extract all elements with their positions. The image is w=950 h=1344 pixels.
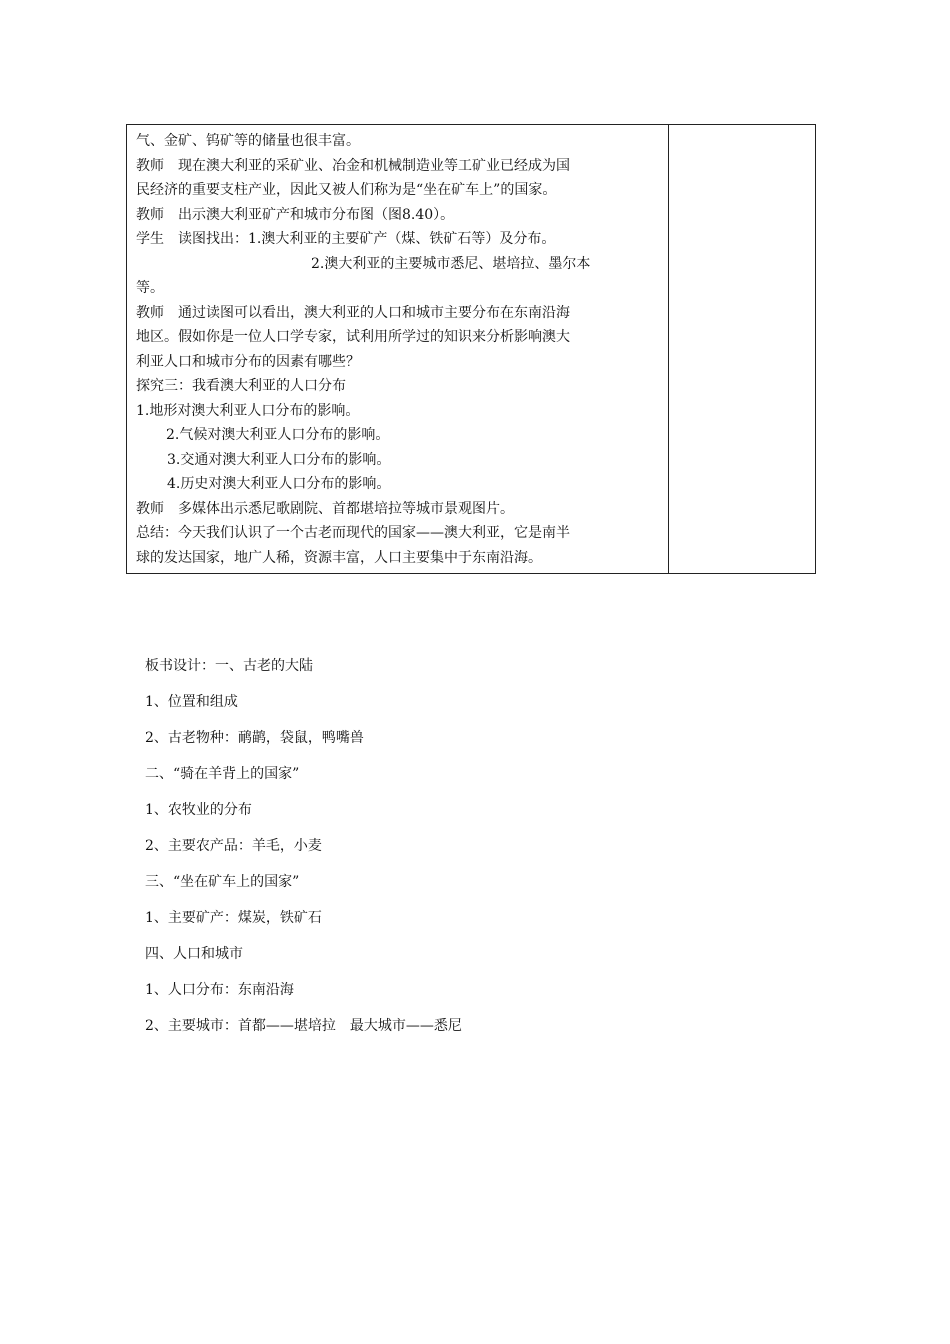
lesson-content-cell bbox=[127, 125, 669, 573]
content-line: 教师 出示澳大利亚矿产和城市分布图（图8.40）。 bbox=[136, 206, 455, 223]
board-line: 四、人口和城市 bbox=[145, 946, 243, 962]
notes-cell bbox=[669, 125, 815, 573]
content-line: 教师 多媒体出示悉尼歌剧院、首都堪培拉等城市景观图片。 bbox=[136, 500, 514, 517]
board-line: 1、主要矿产：煤炭，铁矿石 bbox=[145, 910, 322, 926]
content-line: 教师 通过读图可以看出，澳大利亚的人口和城市主要分布在东南沿海 bbox=[136, 304, 570, 321]
board-line: 2、古老物种：鸸鹋，袋鼠，鸭嘴兽 bbox=[145, 730, 364, 746]
content-line: 等。 bbox=[136, 280, 164, 296]
board-line: 2、主要农产品：羊毛，小麦 bbox=[145, 838, 322, 854]
board-line: 三、“坐在矿车上的国家” bbox=[145, 874, 300, 890]
content-line: 4.历史对澳大利亚人口分布的影响。 bbox=[167, 476, 391, 492]
content-line: 1.地形对澳大利亚人口分布的影响。 bbox=[136, 402, 360, 419]
content-line: 2.澳大利亚的主要城市悉尼、堪培拉、墨尔本 bbox=[311, 255, 591, 272]
content-line: 探究三：我看澳大利亚的人口分布 bbox=[136, 378, 346, 394]
content-line: 学生 读图找出：1.澳大利亚的主要矿产（煤、铁矿石等）及分布。 bbox=[136, 231, 556, 247]
board-line: 1、农牧业的分布 bbox=[145, 802, 252, 818]
content-line: 3.交通对澳大利亚人口分布的影响。 bbox=[167, 451, 391, 468]
board-design bbox=[145, 648, 745, 1044]
board-line: 板书设计：一、古老的大陆 bbox=[145, 658, 313, 674]
board-line: 1、位置和组成 bbox=[145, 694, 238, 710]
board-line: 1、人口分布：东南沿海 bbox=[145, 982, 294, 998]
content-line: 球的发达国家，地广人稀，资源丰富，人口主要集中于东南沿海。 bbox=[136, 549, 542, 566]
content-line: 教师 现在澳大利亚的采矿业、冶金和机械制造业等工矿业已经成为国 bbox=[136, 157, 570, 174]
content-line: 地区。假如你是一位人口学专家，试利用所学过的知识来分析影响澳大 bbox=[136, 329, 570, 345]
board-line: 2、主要城市：首都——堪培拉 最大城市——悉尼 bbox=[145, 1018, 462, 1034]
content-line: 2.气候对澳大利亚人口分布的影响。 bbox=[166, 427, 390, 443]
lesson-table bbox=[126, 124, 816, 574]
content-line: 民经济的重要支柱产业，因此又被人们称为是“坐在矿车上”的国家。 bbox=[136, 182, 557, 198]
content-line: 总结：今天我们认识了一个古老而现代的国家——澳大利亚，它是南半 bbox=[136, 525, 570, 541]
board-line: 二、“骑在羊背上的国家” bbox=[145, 766, 300, 782]
content-line: 利亚人口和城市分布的因素有哪些？ bbox=[136, 353, 360, 370]
content-line: 气、金矿、钨矿等的储量也很丰富。 bbox=[136, 133, 360, 149]
